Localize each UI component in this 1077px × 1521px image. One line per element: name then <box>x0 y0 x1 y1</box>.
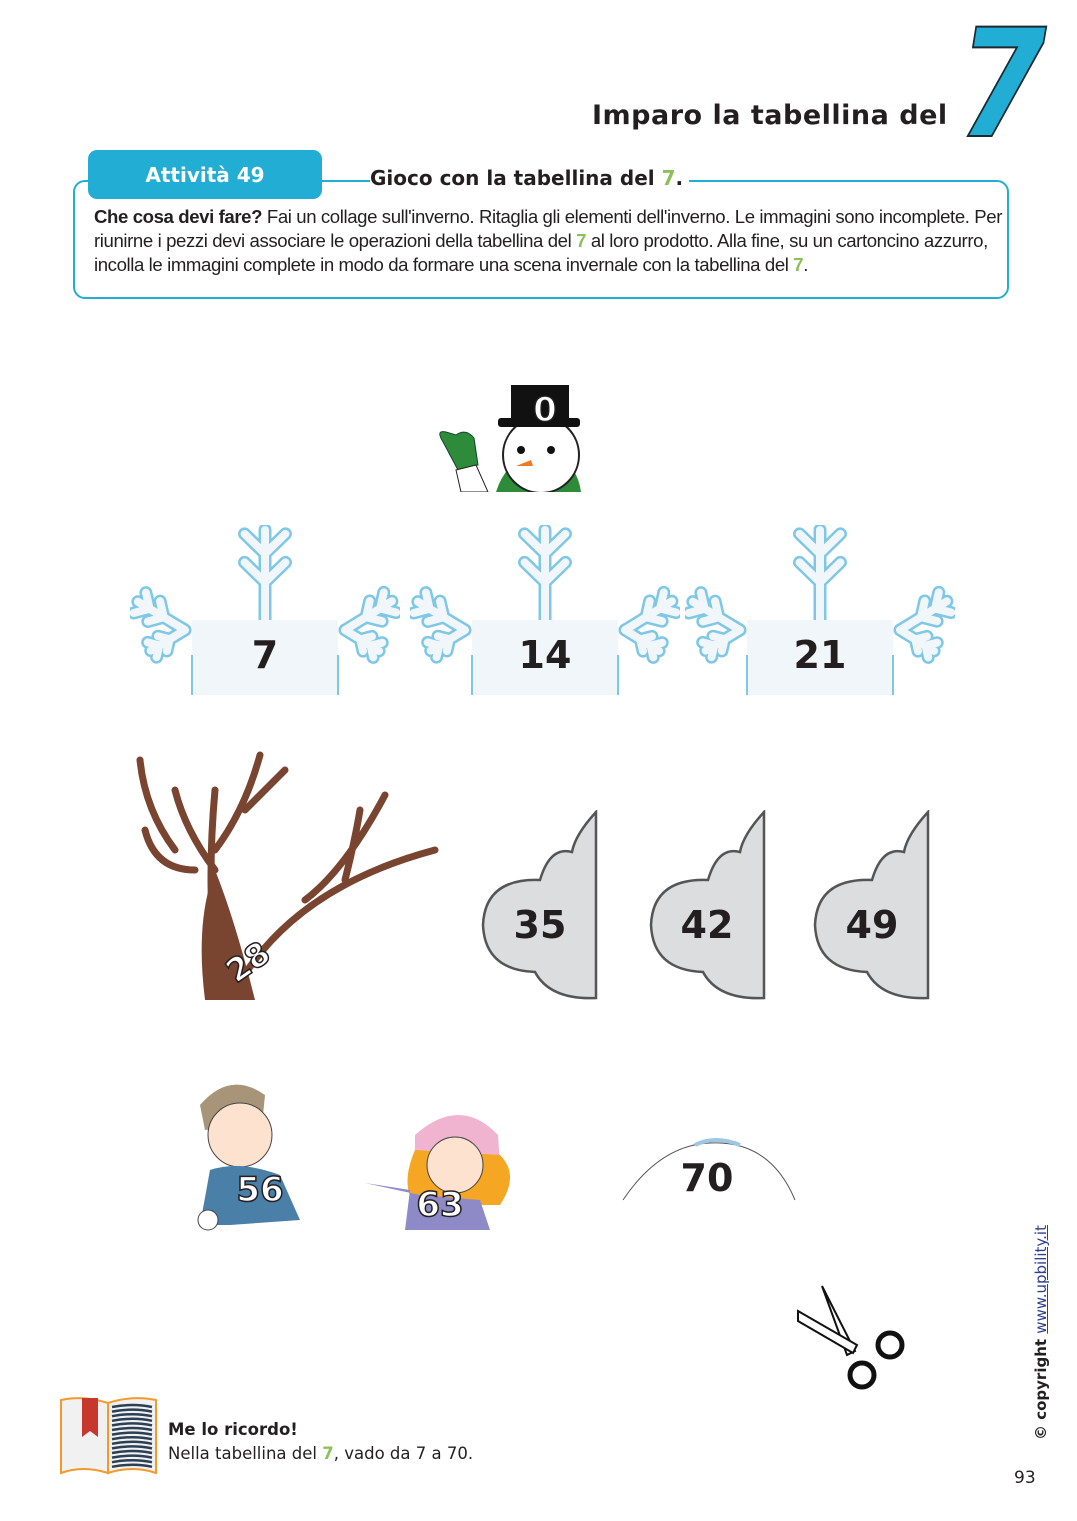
scissors-icon <box>795 1283 925 1395</box>
cloud-number: 49 <box>845 903 899 947</box>
tree-number: 28 <box>218 933 278 991</box>
remember-note <box>168 1418 473 1466</box>
instructions-part3: . <box>803 254 808 275</box>
book-icon <box>58 1395 160 1477</box>
instructions-number: 7 <box>793 254 804 275</box>
snowflake-number: 14 <box>518 633 572 677</box>
page-number: 93 <box>1014 1468 1036 1488</box>
snow-mound-number: 70 <box>680 1156 734 1200</box>
subtitle-number: 7 <box>661 166 676 190</box>
instructions-lead: Che cosa devi fare? <box>94 206 263 227</box>
instructions-part1: Fai un collage sull'inverno. Ritaglia gli elementi dell'inverno. Le immagini sono incomplete. Per riunirne i pezzi devi associare le operazioni della tabellina del <box>94 206 1003 251</box>
snowman-image <box>436 380 586 492</box>
instructions-part2: al loro prodotto. Alla fine, su un cartoncino azzurro, incolla le immagini complete in modo da formare una scena invernale con la tabellina del <box>94 230 988 275</box>
copyright-link[interactable]: www.upbility.it <box>1032 1225 1050 1334</box>
copyright-notice <box>1032 1225 1050 1440</box>
subtitle-text: Gioco con la tabellina del <box>370 166 662 190</box>
instructions-text <box>94 205 1009 277</box>
remember-text-prefix: Nella tabellina del <box>168 1444 323 1463</box>
instructions-number: 7 <box>576 230 587 251</box>
cloud-number: 42 <box>680 903 734 947</box>
snowflake-number: 21 <box>793 633 847 677</box>
activity-tab: Attività 49 <box>88 150 322 199</box>
remember-number: 7 <box>322 1444 334 1463</box>
tree-image <box>135 750 440 1000</box>
girl-number: 63 <box>416 1185 464 1225</box>
boy-number: 56 <box>236 1170 284 1210</box>
boy-image <box>190 1075 325 1235</box>
snowflake-number: 7 <box>251 633 279 677</box>
remember-text <box>168 1442 473 1466</box>
snowman-number: 0 <box>533 390 557 430</box>
activity-subtitle <box>370 166 689 190</box>
copyright-text: © copyright <box>1032 1333 1050 1440</box>
cloud-number: 35 <box>513 903 567 947</box>
subtitle-suffix: . <box>675 166 684 190</box>
remember-title: Me lo ricordo! <box>168 1420 298 1439</box>
remember-text-suffix: , vado da 7 a 70. <box>333 1444 474 1463</box>
title-number: 7 <box>957 0 1047 172</box>
page-title: Imparo la tabellina del <box>592 100 948 131</box>
